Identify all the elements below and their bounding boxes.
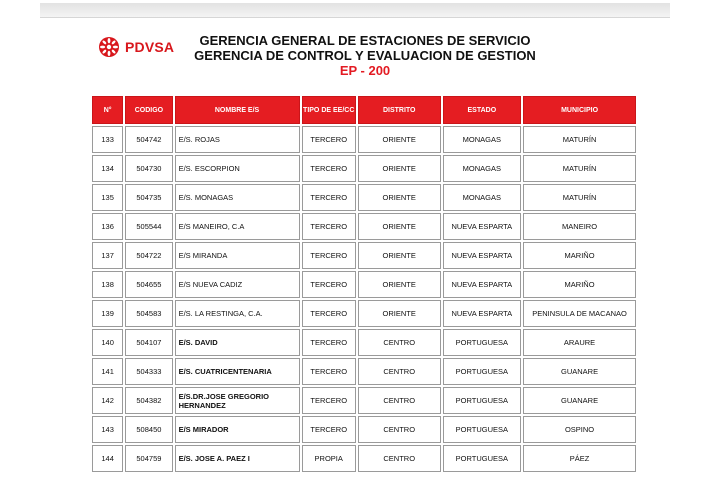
row-code: 504735 [125, 184, 172, 211]
row-code: 504759 [125, 445, 172, 472]
row-state: NUEVA ESPARTA [443, 271, 522, 298]
table-row [92, 242, 636, 269]
row-state: NUEVA ESPARTA [443, 300, 522, 327]
row-code: 505544 [125, 213, 172, 240]
row-type: TERCERO [302, 387, 356, 414]
row-station-name: E/S. ROJAS [175, 126, 300, 153]
row-station-name: E/S.DR.JOSE GREGORIO HERNANDEZ [175, 387, 300, 414]
row-municipality: PÁEZ [523, 445, 636, 472]
row-state: MONAGAS [443, 155, 522, 182]
row-district: CENTRO [358, 329, 441, 356]
row-code: 504730 [125, 155, 172, 182]
row-number: 134 [92, 155, 123, 182]
row-code: 504722 [125, 242, 172, 269]
row-district: ORIENTE [358, 213, 441, 240]
row-district: CENTRO [358, 358, 441, 385]
row-state: NUEVA ESPARTA [443, 242, 522, 269]
table-row [92, 271, 636, 298]
row-type: TERCERO [302, 358, 356, 385]
row-district: CENTRO [358, 416, 441, 443]
table-row [92, 445, 636, 472]
row-station-name: E/S. DAVID [175, 329, 300, 356]
row-district: ORIENTE [358, 300, 441, 327]
row-station-name: E/S. ESCORPION [175, 155, 300, 182]
column-header: CODIGO [125, 96, 172, 124]
row-state: NUEVA ESPARTA [443, 213, 522, 240]
column-header: NOMBRE E/S [175, 96, 300, 124]
row-state: MONAGAS [443, 184, 522, 211]
row-district: CENTRO [358, 445, 441, 472]
row-type: TERCERO [302, 184, 356, 211]
row-number: 142 [92, 387, 123, 414]
row-number: 143 [92, 416, 123, 443]
brand-name: PDVSA [125, 39, 175, 55]
row-state: PORTUGUESA [443, 416, 522, 443]
row-number: 138 [92, 271, 123, 298]
row-code: 504742 [125, 126, 172, 153]
row-municipality: MARIÑO [523, 271, 636, 298]
header-line-2: GERENCIA DE CONTROL Y EVALUACION DE GESTION [194, 48, 536, 63]
row-number: 137 [92, 242, 123, 269]
row-municipality: PENINSULA DE MACANAO [523, 300, 636, 327]
row-number: 144 [92, 445, 123, 472]
row-type: TERCERO [302, 416, 356, 443]
row-number: 135 [92, 184, 123, 211]
row-type: TERCERO [302, 155, 356, 182]
table-row [92, 126, 636, 153]
column-header: ESTADO [443, 96, 522, 124]
row-type: TERCERO [302, 242, 356, 269]
row-municipality: MARIÑO [523, 242, 636, 269]
row-code: 504333 [125, 358, 172, 385]
row-type: TERCERO [302, 329, 356, 356]
row-district: CENTRO [358, 387, 441, 414]
stations-table [90, 94, 638, 474]
header-line-3: EP - 200 [339, 63, 391, 78]
row-district: ORIENTE [358, 155, 441, 182]
row-municipality: MATURÍN [523, 155, 636, 182]
row-station-name: E/S. MONAGAS [175, 184, 300, 211]
document-top-bar [40, 3, 670, 18]
row-number: 136 [92, 213, 123, 240]
column-header: MUNICIPIO [523, 96, 636, 124]
row-station-name: E/S MANEIRO, C.A [175, 213, 300, 240]
table-row [92, 329, 636, 356]
row-station-name: E/S. JOSE A. PAEZ I [175, 445, 300, 472]
row-code: 504107 [125, 329, 172, 356]
row-district: ORIENTE [358, 184, 441, 211]
row-municipality: ARAURE [523, 329, 636, 356]
row-district: ORIENTE [358, 271, 441, 298]
row-type: TERCERO [302, 300, 356, 327]
table-row [92, 358, 636, 385]
row-station-name: E/S NUEVA CADIZ [175, 271, 300, 298]
document-header [180, 33, 550, 78]
row-municipality: MANEIRO [523, 213, 636, 240]
row-district: ORIENTE [358, 126, 441, 153]
table-row [92, 416, 636, 443]
row-station-name: E/S MIRANDA [175, 242, 300, 269]
row-code: 504583 [125, 300, 172, 327]
pdvsa-sun-icon [98, 36, 120, 58]
row-district: ORIENTE [358, 242, 441, 269]
row-code: 504655 [125, 271, 172, 298]
row-state: MONAGAS [443, 126, 522, 153]
row-municipality: MATURÍN [523, 184, 636, 211]
row-code: 504382 [125, 387, 172, 414]
column-header: TIPO DE EE/CC [302, 96, 356, 124]
row-type: TERCERO [302, 271, 356, 298]
row-number: 133 [92, 126, 123, 153]
row-number: 139 [92, 300, 123, 327]
row-code: 508450 [125, 416, 172, 443]
column-header: N° [92, 96, 123, 124]
row-type: TERCERO [302, 213, 356, 240]
row-municipality: GUANARE [523, 387, 636, 414]
row-type: PROPIA [302, 445, 356, 472]
row-state: PORTUGUESA [443, 358, 522, 385]
row-number: 140 [92, 329, 123, 356]
table-row [92, 184, 636, 211]
table-row [92, 155, 636, 182]
row-state: PORTUGUESA [443, 387, 522, 414]
pdvsa-logo [98, 34, 180, 60]
row-number: 141 [92, 358, 123, 385]
table-row [92, 300, 636, 327]
row-state: PORTUGUESA [443, 445, 522, 472]
table-row [92, 213, 636, 240]
header-line-1: GERENCIA GENERAL DE ESTACIONES DE SERVICIO [199, 33, 531, 48]
row-municipality: OSPINO [523, 416, 636, 443]
table-body [92, 126, 636, 472]
column-header: DISTRITO [358, 96, 441, 124]
row-station-name: E/S. CUATRICENTENARIA [175, 358, 300, 385]
table-row [92, 387, 636, 414]
row-municipality: GUANARE [523, 358, 636, 385]
table-header-row [92, 96, 636, 124]
row-municipality: MATURÍN [523, 126, 636, 153]
row-station-name: E/S. LA RESTINGA, C.A. [175, 300, 300, 327]
row-state: PORTUGUESA [443, 329, 522, 356]
row-station-name: E/S MIRADOR [175, 416, 300, 443]
row-type: TERCERO [302, 126, 356, 153]
